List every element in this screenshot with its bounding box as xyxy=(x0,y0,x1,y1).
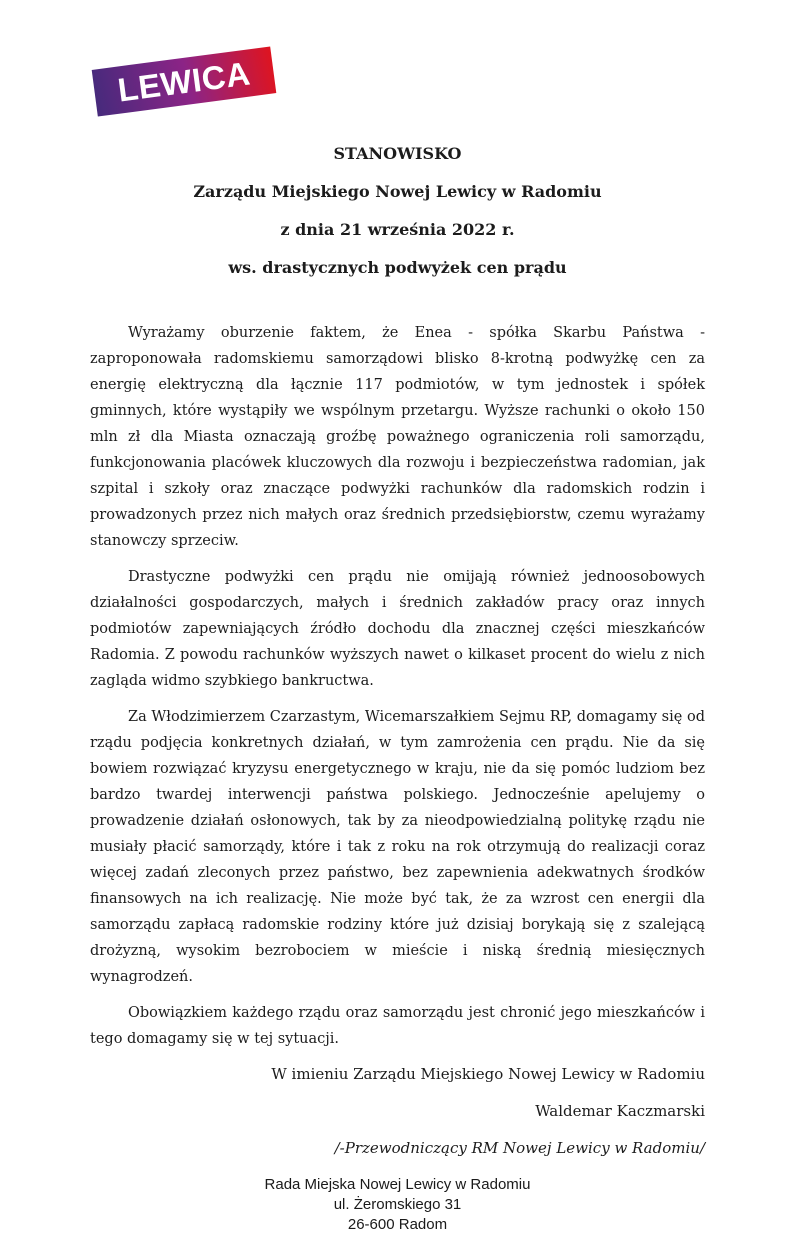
issuing-body-heading: Zarządu Miejskiego Nowej Lewicy w Radomiu xyxy=(193,182,602,201)
body-paragraph-2: Drastyczne podwyżki cen prądu nie omijają również jednoosobowych działalności gospodarczych, małych i średnich zakładów pracy oraz innych podmiotów zapewniających źródło dochodu dla znacznej części mieszkańców Radomia. Z powodu rachunków wyższych nawet o kilkaset procent do wielu z nich zagląda widmo szybkiego bankructwa. xyxy=(90,569,705,689)
document-subject-heading: ws. drastycznych podwyżek cen prądu xyxy=(228,258,567,277)
lewica-logo-text: LEWICA xyxy=(115,54,253,109)
signatory-title: /-Przewodniczący RM Nowej Lewicy w Radomiu/ xyxy=(334,1139,705,1157)
document-content xyxy=(90,143,705,1235)
footer-postal-city: 26-600 Radom xyxy=(347,1216,448,1233)
document-date-heading: z dnia 21 września 2022 r. xyxy=(280,220,515,239)
body-paragraph-1: Wyrażamy oburzenie faktem, że Enea - spółka Skarbu Państwa - zaproponowała radomskiemu samorządowi blisko 8-krotną podwyżkę cen za energię elektryczną dla łącznie 117 podmiotów, w tym jednostek i spółek gminnych, które wystąpiły we wspólnym przetargu. Wyższe rachunki o około 150 mln zł dla Miasta oznaczają groźbę poważnego ograniczenia roli samorządu, funkcjonowania placówek kluczowych dla rozwoju i bezpieczeństwa radomian, jak szpital i szkoły oraz znaczące podwyżki rachunków dla radomskich rodzin i prowadzonych przez nich małych oraz średnich przedsiębiorstw, czemu wyrażamy stanowczy sprzeciw. xyxy=(90,325,705,549)
document-type-heading: STANOWISKO xyxy=(333,144,462,163)
signatory-name: Waldemar Kaczmarski xyxy=(535,1102,705,1120)
footer-street: ul. Żeromskiego 31 xyxy=(333,1196,462,1213)
title-block xyxy=(90,143,705,278)
signature-on-behalf-line: W imieniu Zarządu Miejskiego Nowej Lewicy w Radomiu xyxy=(271,1065,705,1083)
body-paragraph-3: Za Włodzimierzem Czarzastym, Wicemarszałkiem Sejmu RP, domagamy się od rządu podjęcia konkretnych działań, w tym zamrożenia cen prądu. Nie da się bowiem rozwiązać kryzysu energetycznego w kraju, nie da się pomóc ludziom bez bardzo twardej interwencji państwa polskiego. Jednocześnie apelujemy o prowadzenie działań osłonowych, tak by za nieodpowiedzialną politykę rządu nie musiały płacić samorządy, które i tak z roku na rok otrzymują do realizacji coraz więcej zadań zleconych przez państwo, bez zapewnienia adekwatnych środków finansowych na ich realizację. Nie może być tak, że za wzrost cen energii dla samorządu zapłacą radomskie rodziny które już dzisiaj borykają się z szalejącą drożyzną, wysokim bezrobociem w mieście i niską średnią miesięcznych wynagrodzeń. xyxy=(90,709,705,985)
lewica-logo xyxy=(92,46,277,116)
signature-block xyxy=(90,1064,705,1159)
body-paragraph-4: Obowiązkiem każdego rządu oraz samorządu jest chronić jego mieszkańców i tego domagamy się w tej sytuacji. xyxy=(90,1005,705,1047)
footer-organization: Rada Miejska Nowej Lewicy w Radomiu xyxy=(264,1176,531,1193)
footer-address-block xyxy=(90,1175,705,1235)
